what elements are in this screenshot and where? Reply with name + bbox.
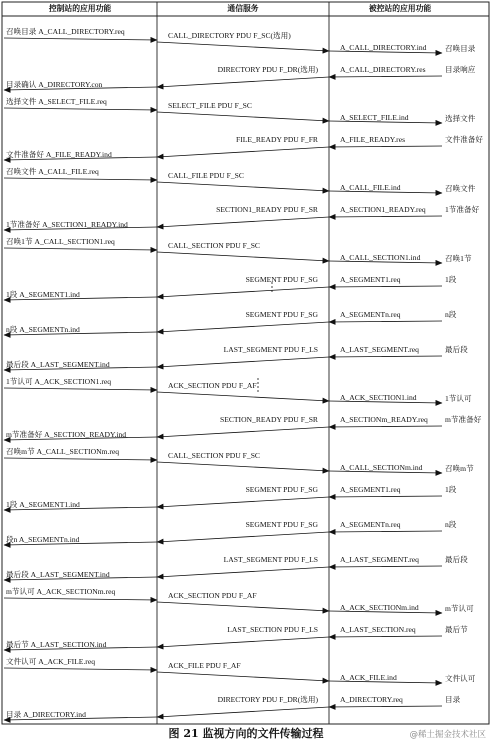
- controlled-request-cn: 目录响应: [445, 65, 476, 74]
- controlled-request-cn: 1段: [445, 275, 457, 284]
- controlled-request-arrow: [329, 566, 442, 567]
- pdu-label: LAST_SECTION PDU F_LS: [227, 625, 318, 634]
- control-indication-label: 1段 A_SEGMENT1.ind: [6, 290, 80, 299]
- controlled-request-label: A_SEGMENTn.req: [340, 520, 401, 529]
- message-steps: [4, 26, 483, 720]
- message-step: [4, 656, 476, 683]
- controlled-request-cn: n段: [445, 310, 457, 319]
- pdu-label: ACK_FILE PDU F_AF: [168, 661, 241, 670]
- pdu-arrow: [157, 322, 329, 332]
- control-request-label: 文件认可 A_ACK_FILE.req: [6, 657, 96, 666]
- pdu-arrow: [157, 287, 329, 297]
- controlled-indication-label: A_ACK_SECTION1.ind: [340, 393, 417, 402]
- controlled-request-label: A_SECTION1_READY.req: [340, 205, 426, 214]
- controlled-request-arrow: [329, 426, 442, 427]
- control-indication-label: 段n A_SEGMENTn.ind: [6, 535, 80, 544]
- control-request-arrow: [4, 178, 157, 180]
- pdu-arrow: [157, 637, 329, 647]
- pdu-arrow: [157, 252, 329, 261]
- control-indication-label: 1节准备好 A_SECTION1_READY.ind: [6, 220, 128, 229]
- controlled-request-arrow: [329, 356, 442, 357]
- controlled-request-cn: n段: [445, 520, 457, 529]
- pdu-label: SECTION1_READY PDU F_SR: [216, 205, 318, 214]
- pdu-arrow: [157, 217, 329, 227]
- control-request-label: 召唤文件 A_CALL_FILE.req: [6, 167, 99, 176]
- controlled-indication-cn: 1节认可: [445, 394, 472, 403]
- control-indication-label: m节准备好 A_SECTION_READY.ind: [6, 430, 127, 439]
- pdu-arrow: [157, 497, 329, 507]
- pdu-arrow: [157, 427, 329, 437]
- message-step: [4, 204, 480, 230]
- pdu-label: SECTION_READY PDU F_SR: [219, 415, 318, 424]
- controlled-request-label: A_FILE_READY.res: [340, 135, 406, 144]
- message-step: [4, 446, 474, 473]
- message-step: [4, 64, 476, 90]
- control-request-arrow: [4, 458, 157, 460]
- pdu-label: SEGMENT PDU F_SG: [245, 275, 318, 284]
- pdu-arrow: [157, 567, 329, 577]
- controlled-request-arrow: [329, 531, 442, 532]
- controlled-request-cn: 目录: [445, 695, 461, 704]
- controlled-indication-cn: 文件认可: [445, 674, 476, 683]
- controlled-indication-label: A_CALL_FILE.ind: [340, 183, 401, 192]
- controlled-indication-cn: m节认可: [445, 604, 474, 613]
- pdu-label: FILE_READY PDU F_FR: [236, 135, 318, 144]
- control-indication-label: 1段 A_SEGMENT1.ind: [6, 500, 80, 509]
- pdu-arrow: [157, 112, 329, 121]
- pdu-label: LAST_SEGMENT PDU F_LS: [223, 555, 318, 564]
- pdu-arrow: [157, 532, 329, 542]
- pdu-label: DIRECTORY PDU F_DR(选用): [217, 695, 318, 704]
- pdu-label: SEGMENT PDU F_SG: [245, 520, 318, 529]
- controlled-indication-label: A_SELECT_FILE.ind: [340, 113, 409, 122]
- controlled-request-label: A_LAST_SEGMENT.req: [340, 555, 419, 564]
- controlled-request-label: A_SEGMENT1.req: [340, 485, 401, 494]
- message-step: [4, 624, 468, 650]
- control-request-label: 选择文件 A_SELECT_FILE.req: [6, 97, 107, 106]
- pdu-arrow: [157, 672, 329, 681]
- message-step: [4, 274, 457, 300]
- control-request-label: m节认可 A_ACK_SECTIONm.req: [6, 587, 116, 596]
- pdu-label: ACK_SECTION PDU F_AF: [168, 591, 257, 600]
- header-row: [48, 3, 432, 13]
- control-request-arrow: [4, 248, 157, 250]
- pdu-label: CALL_SECTION PDU F_SC: [168, 241, 260, 250]
- pdu-label: SEGMENT PDU F_SG: [245, 485, 318, 494]
- controlled-indication-cn: 召唤文件: [445, 184, 476, 193]
- controlled-request-arrow: [329, 706, 442, 707]
- control-indication-label: n段 A_SEGMENTn.ind: [6, 325, 80, 334]
- controlled-request-cn: 最后段: [445, 345, 468, 354]
- pdu-arrow: [157, 357, 329, 367]
- control-request-arrow: [4, 668, 157, 670]
- controlled-request-arrow: [329, 321, 442, 322]
- message-step: [4, 414, 482, 440]
- message-step: [4, 236, 472, 263]
- watermark: @稀土掘金技术社区: [409, 730, 486, 740]
- control-request-label: 召唤目录 A_CALL_DIRECTORY.req: [6, 27, 125, 36]
- controlled-request-label: A_SEGMENT1.req: [340, 275, 401, 284]
- pdu-arrow: [157, 182, 329, 191]
- control-request-arrow: [4, 38, 157, 40]
- control-indication-label: 目录确认 A_DIRECTORY.con: [6, 80, 103, 89]
- message-step: [4, 344, 468, 370]
- control-indication-label: 文件准备好 A_FILE_READY.ind: [6, 150, 112, 159]
- pdu-arrow: [157, 707, 329, 717]
- message-step: [4, 519, 457, 545]
- pdu-arrow: [157, 602, 329, 611]
- figure-caption: 图 21 监视方向的文件传输过程: [168, 727, 324, 740]
- controlled-request-arrow: [329, 216, 442, 217]
- pdu-label: SEGMENT PDU F_SG: [245, 310, 318, 319]
- pdu-label: LAST_SEGMENT PDU F_LS: [223, 345, 318, 354]
- controlled-request-arrow: [329, 146, 442, 147]
- controlled-request-arrow: [329, 286, 442, 287]
- controlled-indication-label: A_CALL_SECTIONm.ind: [340, 463, 423, 472]
- message-step: [4, 134, 483, 160]
- pdu-arrow: [157, 147, 329, 157]
- controlled-request-cn: 文件准备好: [445, 135, 483, 144]
- controlled-indication-cn: 召唤目录: [445, 44, 476, 53]
- controlled-request-cn: 1节准备好: [445, 205, 480, 214]
- header-control-station: 控制站的应用功能: [48, 4, 112, 13]
- control-request-label: 召唤m节 A_CALL_SECTIONm.req: [6, 447, 120, 456]
- message-step: [4, 554, 468, 580]
- controlled-request-label: A_SEGMENTn.req: [340, 310, 401, 319]
- message-step: [4, 96, 476, 123]
- controlled-request-cn: m节准备好: [445, 415, 482, 424]
- header-communication-service: 通信服务: [227, 4, 259, 13]
- pdu-arrow: [157, 42, 329, 51]
- message-step: [4, 484, 457, 510]
- controlled-request-cn: 最后节: [445, 625, 468, 634]
- controlled-indication-label: A_CALL_DIRECTORY.ind: [340, 43, 427, 52]
- pdu-label: DIRECTORY PDU F_DR(选用): [217, 65, 318, 74]
- control-request-arrow: [4, 598, 157, 600]
- pdu-label: CALL_FILE PDU F_SC: [168, 171, 244, 180]
- control-request-arrow: [4, 388, 157, 390]
- controlled-indication-label: A_ACK_FILE.ind: [340, 673, 397, 682]
- controlled-request-cn: 1段: [445, 485, 457, 494]
- controlled-indication-label: A_CALL_SECTION1.ind: [340, 253, 421, 262]
- controlled-request-arrow: [329, 496, 442, 497]
- control-indication-label: 最后段 A_LAST_SEGMENT.ind: [6, 570, 110, 579]
- control-request-label: 召唤1节 A_CALL_SECTION1.req: [6, 237, 115, 246]
- pdu-label: ACK_SECTION PDU F_AF: [168, 381, 257, 390]
- control-indication-label: 目录 A_DIRECTORY.ind: [6, 710, 86, 719]
- message-step: [4, 166, 476, 193]
- controlled-request-label: A_SECTIONm_READY.req: [340, 415, 428, 424]
- pdu-label: CALL_SECTION PDU F_SC: [168, 451, 260, 460]
- controlled-request-cn: 最后段: [445, 555, 468, 564]
- controlled-request-label: A_DIRECTORY.req: [340, 695, 403, 704]
- pdu-arrow: [157, 77, 329, 87]
- pdu-label: SELECT_FILE PDU F_SC: [168, 101, 252, 110]
- message-step: [4, 586, 474, 613]
- control-indication-label: 最后段 A_LAST_SEGMENT.ind: [6, 360, 110, 369]
- header-controlled-station: 被控站的应用功能: [368, 4, 432, 13]
- controlled-request-arrow: [329, 76, 442, 77]
- message-step: [4, 309, 457, 335]
- message-step: [4, 694, 461, 720]
- control-indication-label: 最后节 A_LAST_SECTION.ind: [6, 640, 107, 649]
- pdu-arrow: [157, 392, 329, 401]
- controlled-request-label: A_LAST_SEGMENT.req: [340, 345, 419, 354]
- controlled-indication-cn: 召唤m节: [445, 464, 474, 473]
- pdu-label: CALL_DIRECTORY PDU F_SC(选用): [168, 31, 291, 40]
- controlled-indication-label: A_ACK_SECTIONm.ind: [340, 603, 419, 612]
- pdu-arrow: [157, 462, 329, 471]
- controlled-indication-cn: 召唤1节: [445, 254, 472, 263]
- controlled-request-label: A_LAST_SECTION.req: [340, 625, 416, 634]
- control-request-arrow: [4, 108, 157, 110]
- message-step: [4, 26, 476, 53]
- controlled-request-arrow: [329, 636, 442, 637]
- controlled-request-label: A_CALL_DIRECTORY.res: [340, 65, 426, 74]
- control-request-label: 1节认可 A_ACK_SECTION1.req: [6, 377, 112, 386]
- controlled-indication-cn: 选择文件: [445, 114, 476, 123]
- message-step: [4, 376, 472, 403]
